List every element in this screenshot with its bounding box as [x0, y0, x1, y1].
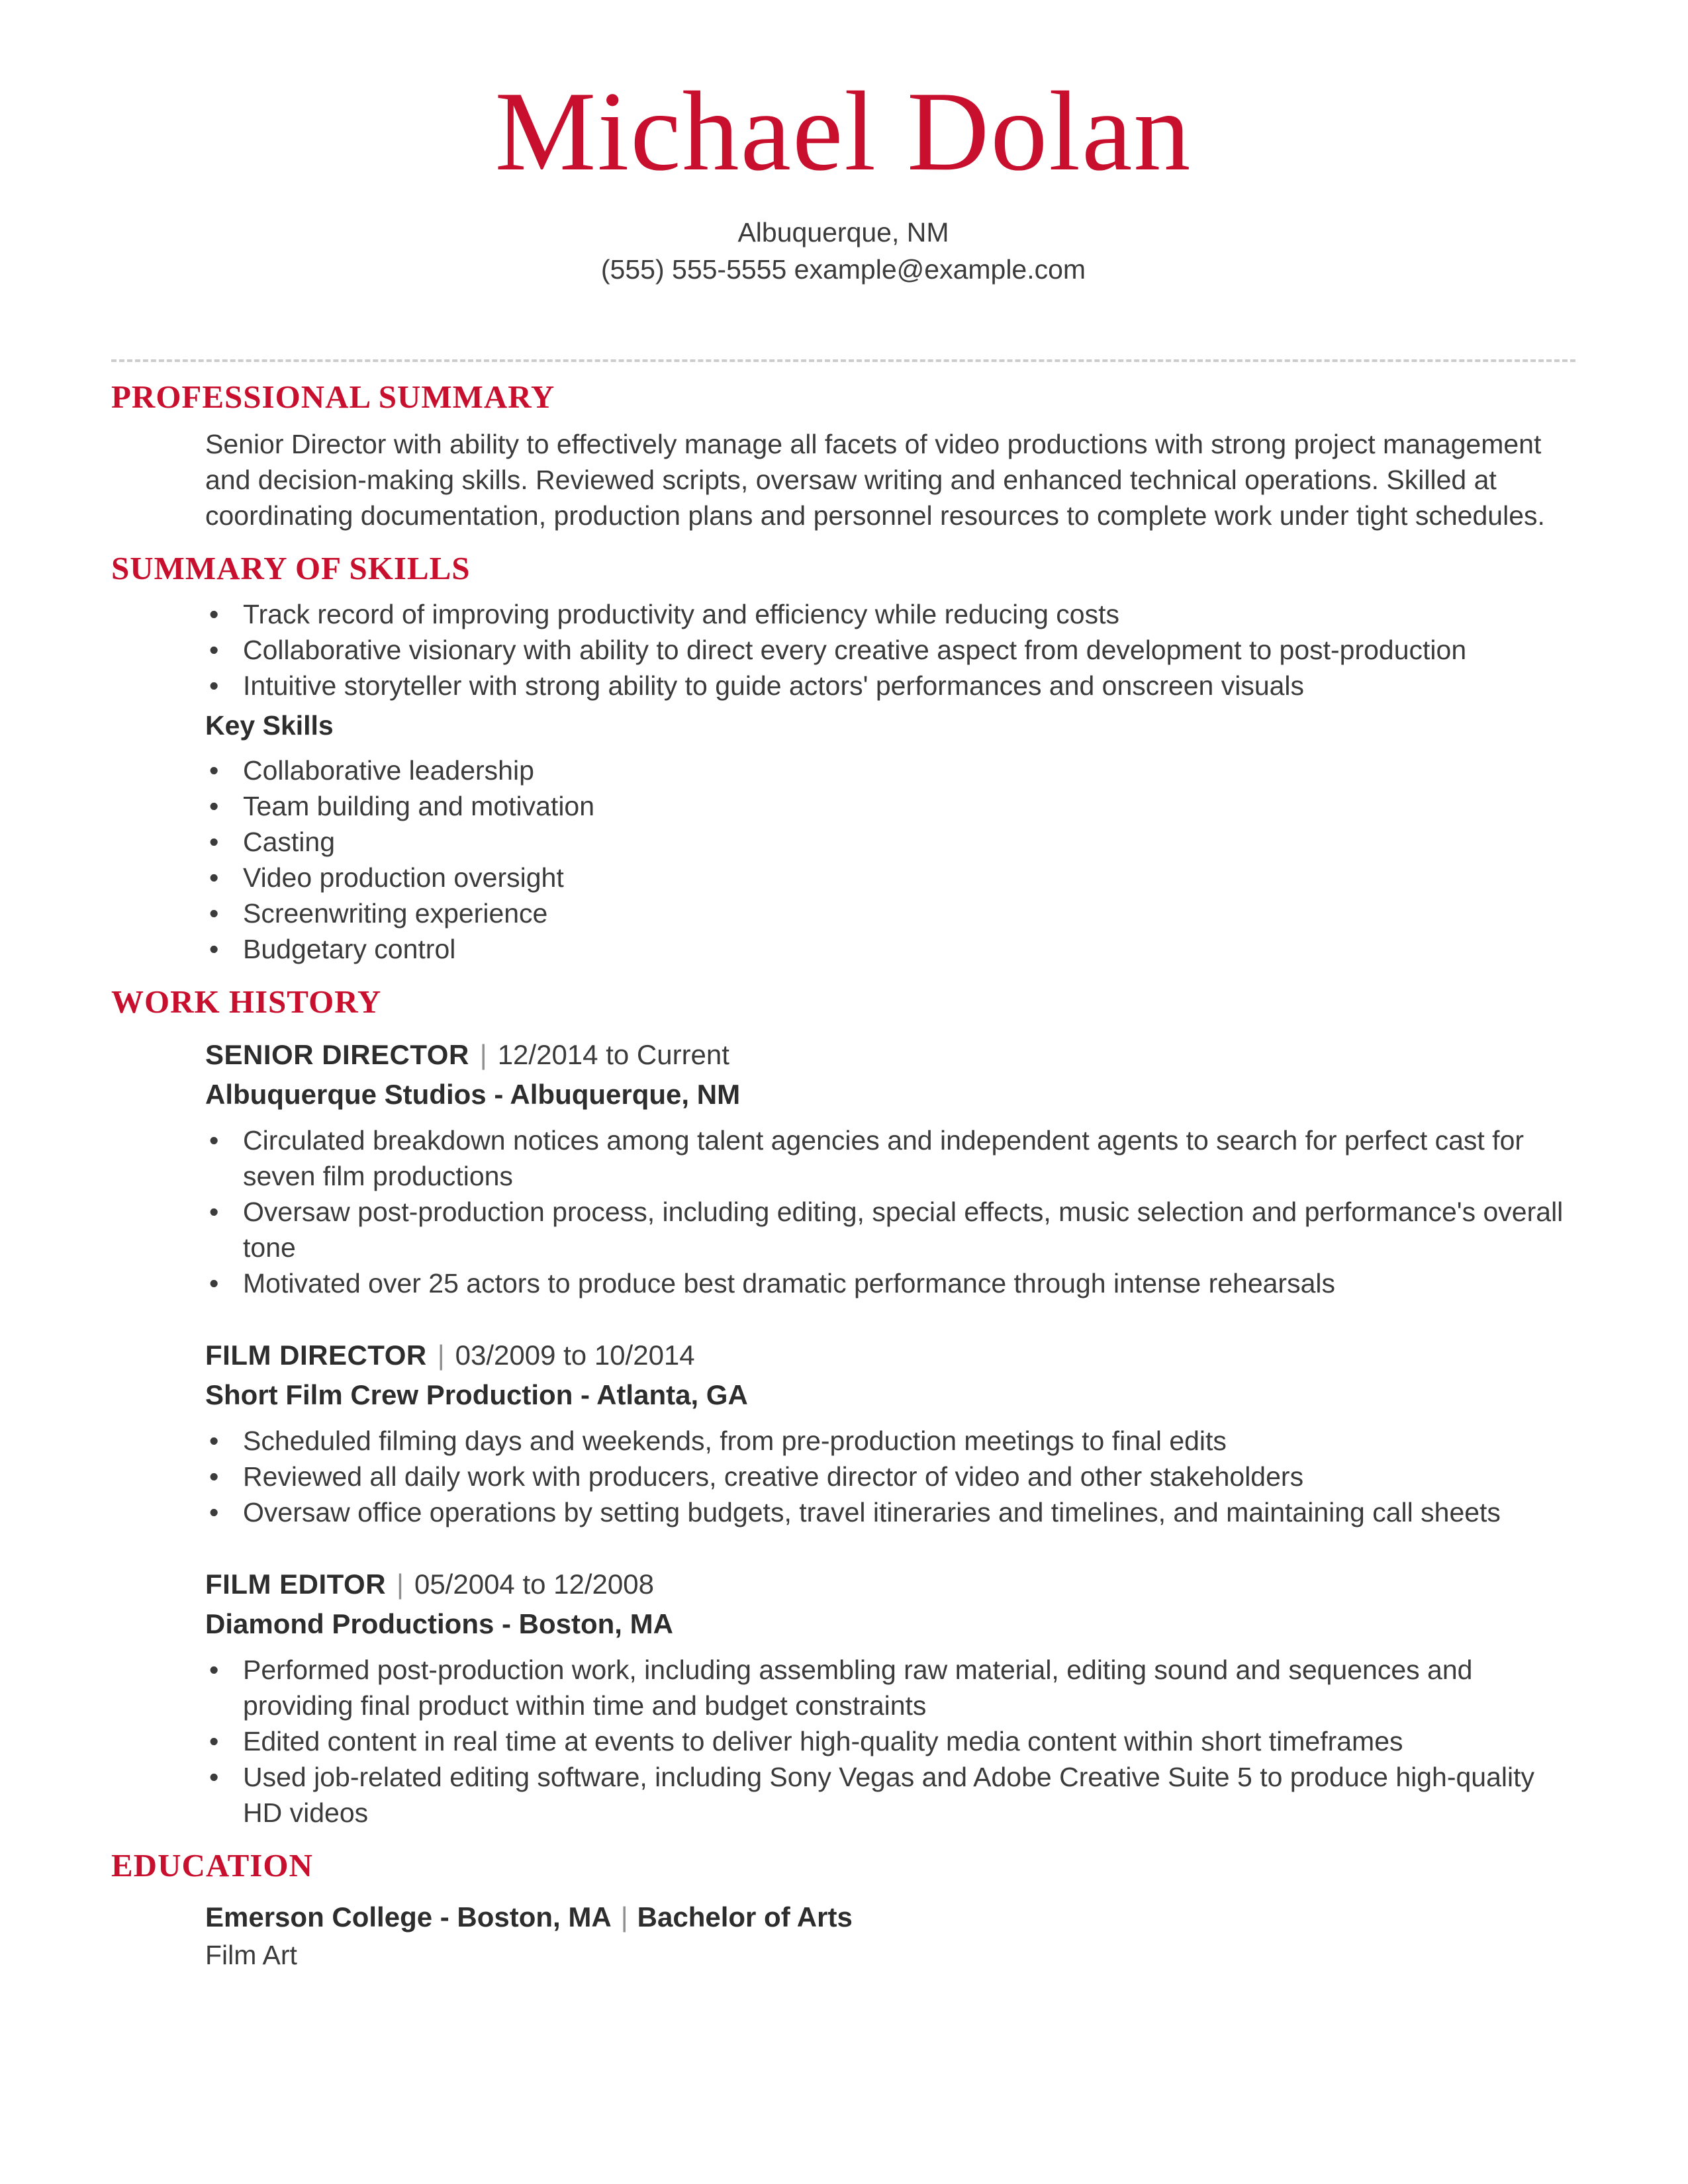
job-entry [205, 1337, 1575, 1530]
education-school-line [205, 1899, 1575, 1936]
job-dates: 05/2004 to 12/2008 [414, 1569, 654, 1600]
header-divider [111, 359, 1575, 362]
job-bullet-list [205, 1652, 1575, 1831]
education-field: Film Art [205, 1939, 297, 1970]
job-bullet-list [205, 1423, 1575, 1530]
job-title: FILM DIRECTOR [205, 1340, 427, 1371]
job-dates: 03/2009 to 10/2014 [455, 1340, 695, 1371]
job-title-line [205, 1036, 1575, 1073]
job-bullet: • Edited content in real time at events to deliver high-quality media content within short timeframes [205, 1723, 1575, 1759]
job-title: FILM EDITOR [205, 1569, 387, 1600]
key-skill-item: • Video production oversight [205, 860, 1575, 895]
job-separator: | [479, 1039, 487, 1071]
job-bullet: • Used job-related editing software, including Sony Vegas and Adobe Creative Suite 5 to produce high-quality HD videos [205, 1759, 1575, 1831]
education-separator: | [620, 1901, 628, 1933]
section-heading-summary-of-skills: SUMMARY OF SKILLS [111, 550, 471, 587]
job-separator: | [437, 1340, 445, 1371]
job-title: SENIOR DIRECTOR [205, 1039, 469, 1071]
job-bullet: • Reviewed all daily work with producers, creative director of video and other stakeholders [205, 1459, 1575, 1494]
job-dates: 12/2014 to Current [497, 1039, 729, 1071]
key-skill-item: • Budgetary control [205, 931, 1575, 967]
job-bullet: • Motivated over 25 actors to produce best dramatic performance through intense rehearsals [205, 1265, 1575, 1301]
contact-phone-email: (555) 555-5555 example@example.com [600, 254, 1086, 285]
job-company: Albuquerque Studios - Albuquerque, NM [205, 1079, 741, 1111]
contact-block [111, 214, 1575, 288]
job-separator: | [397, 1569, 404, 1600]
skills-bullet-list [205, 596, 1575, 704]
section-heading-work-history: WORK HISTORY [111, 983, 382, 1021]
key-skill-item: • Casting [205, 824, 1575, 860]
section-heading-education: EDUCATION [111, 1847, 313, 1884]
education-school: Emerson College - Boston, MA [205, 1901, 612, 1933]
key-skills-list [205, 752, 1575, 967]
candidate-name: Michael Dolan [494, 69, 1192, 195]
job-bullet: • Oversaw office operations by setting budgets, travel itineraries and timelines, and maintaining call sheets [205, 1494, 1575, 1530]
job-title-line [205, 1337, 1575, 1374]
work-history-jobs [111, 1036, 1575, 1831]
job-entry [205, 1566, 1575, 1831]
job-entry [205, 1036, 1575, 1301]
job-company: Short Film Crew Production - Atlanta, GA [205, 1379, 748, 1411]
section-heading-professional-summary: PROFESSIONAL SUMMARY [111, 379, 555, 416]
job-company: Diamond Productions - Boston, MA [205, 1608, 673, 1640]
skill-bullet: • Collaborative visionary with ability to direct every creative aspect from development to post-production [205, 632, 1575, 668]
job-bullet: • Scheduled filming days and weekends, from pre-production meetings to final edits [205, 1423, 1575, 1459]
contact-location: Albuquerque, NM [737, 217, 949, 248]
key-skills-label: Key Skills [205, 710, 334, 741]
key-skill-item: • Screenwriting experience [205, 895, 1575, 931]
education-degree: Bachelor of Arts [637, 1901, 853, 1933]
job-bullet: • Performed post-production work, including assembling raw material, editing sound and sequences and providing final product within time and budget constraints [205, 1652, 1575, 1723]
skill-bullet: • Intuitive storyteller with strong ability to guide actors' performances and onscreen visuals [205, 668, 1575, 704]
professional-summary-text: Senior Director with ability to effectively manage all facets of video productions with strong project management and decision-making skills. Reviewed scripts, oversaw writing and enhanced technical operations. Skilled at coordinating documentation, production plans and personnel resources to complete work under tight schedules. [205, 429, 1545, 531]
skill-bullet: • Track record of improving productivity and efficiency while reducing costs [205, 596, 1575, 632]
key-skill-item: • Collaborative leadership [205, 752, 1575, 788]
job-bullet: • Circulated breakdown notices among talent agencies and independent agents to search for perfect cast for seven film productions [205, 1122, 1575, 1194]
job-title-line [205, 1566, 1575, 1603]
job-bullet-list [205, 1122, 1575, 1301]
job-bullet: • Oversaw post-production process, including editing, special effects, music selection and performance's overall tone [205, 1194, 1575, 1265]
key-skill-item: • Team building and motivation [205, 788, 1575, 824]
